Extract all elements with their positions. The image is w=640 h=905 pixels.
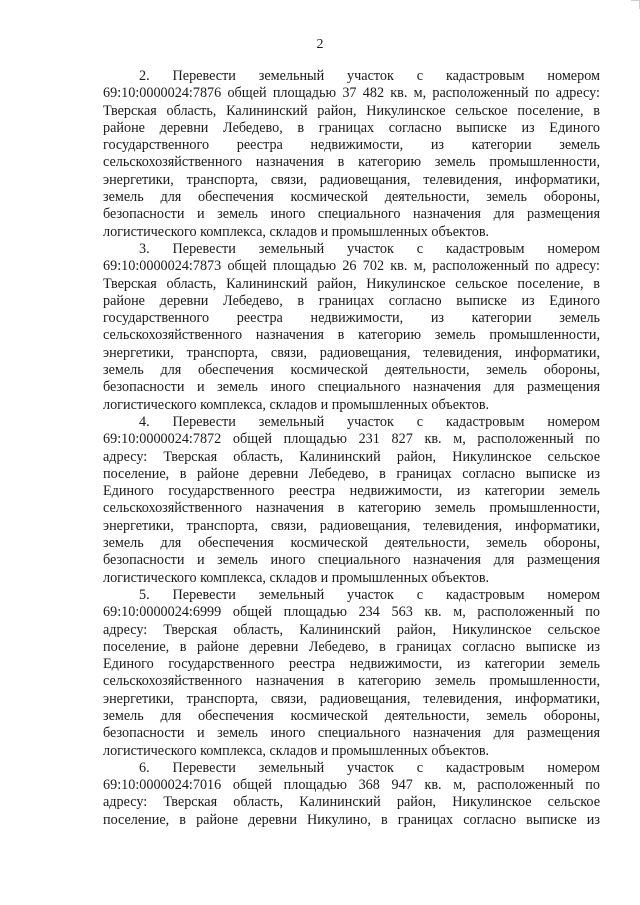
text-line: безопасности и земель иного специального назначения для размещения bbox=[103, 206, 600, 223]
text-line: Тверская область, Калининский район, Никулинское сельское поселение, в bbox=[103, 102, 600, 119]
text-line: логистического комплекса, складов и промышленных объектов. bbox=[103, 742, 490, 759]
text-line: 69:10:0000024:7876 общей площадью 37 482 кв. м, расположенный по адресу: bbox=[103, 85, 600, 102]
text-line: сельскохозяйственного назначения в категорию земель промышленности, bbox=[103, 673, 600, 690]
text-line: государственного реестра недвижимости, из категории земель bbox=[103, 137, 600, 154]
text-line: 2. Перевести земельный участок с кадастровым номером bbox=[139, 68, 600, 84]
text-line: адресу: Тверская область, Калининский район, Никулинское сельское bbox=[103, 621, 600, 638]
text-line: энергетики, транспорта, связи, радиовещания, телевидения, информатики, bbox=[103, 517, 600, 534]
text-line: поселение, в районе деревни Никулино, в границах согласно выписке из bbox=[103, 811, 600, 828]
text-line: 3. Перевести земельный участок с кадастровым номером bbox=[139, 240, 600, 257]
paragraph-item-5 bbox=[103, 760, 600, 829]
text-line: земель для обеспечения космической деятельности, земель обороны, bbox=[103, 189, 600, 206]
paragraph-item-3 bbox=[103, 414, 600, 587]
text-line: адресу: Тверская область, Калининский район, Никулинское сельское bbox=[103, 794, 600, 811]
text-line: энергетики, транспорта, связи, радиовещания, телевидения, информатики, bbox=[103, 690, 600, 707]
text-line: 6. Перевести земельный участок с кадастровым номером bbox=[139, 759, 600, 776]
text-line: сельскохозяйственного назначения в категорию земель промышленности, bbox=[103, 327, 600, 344]
text-line: поселение, в районе деревни Лебедево, в границах согласно выписке из bbox=[103, 465, 600, 482]
text-line: энергетики, транспорта, связи, радиовещания, телевидения, информатики, bbox=[103, 344, 600, 361]
page-corner-mark bbox=[631, 0, 640, 9]
text-line: безопасности и земель иного специального назначения для размещения bbox=[103, 725, 600, 742]
text-line: Единого государственного реестра недвижимости, из категории земель bbox=[103, 656, 600, 673]
text-line: районе деревни Лебедево, в границах согласно выписке из Единого bbox=[103, 292, 600, 309]
text-line: сельскохозяйственного назначения в категорию земель промышленности, bbox=[103, 154, 600, 171]
text-line: 5. Перевести земельный участок с кадастровым номером bbox=[139, 586, 600, 603]
paragraph-item-4 bbox=[103, 587, 600, 760]
paragraph-item-1 bbox=[103, 68, 600, 241]
text-line: логистического комплекса, складов и промышленных объектов. bbox=[103, 569, 490, 586]
text-line: Тверская область, Калининский район, Никулинское сельское поселение, в bbox=[103, 275, 600, 292]
text-line: безопасности и земель иного специального назначения для размещения bbox=[103, 379, 600, 396]
text-line: логистического комплекса, складов и промышленных объектов. bbox=[103, 396, 490, 413]
text-line: земель для обеспечения космической деятельности, земель обороны, bbox=[103, 707, 600, 724]
paragraph-item-2 bbox=[103, 241, 600, 414]
text-line: энергетики, транспорта, связи, радиовещания, телевидения, информатики, bbox=[103, 171, 600, 188]
text-line: районе деревни Лебедево, в границах согласно выписке из Единого bbox=[103, 119, 600, 136]
text-line: безопасности и земель иного специального назначения для размещения bbox=[103, 552, 600, 569]
text-line: государственного реестра недвижимости, из категории земель bbox=[103, 310, 600, 327]
text-line: 69:10:0000024:7873 общей площадью 26 702 кв. м, расположенный по адресу: bbox=[103, 258, 600, 275]
text-line: логистического комплекса, складов и промышленных объектов. bbox=[103, 223, 490, 240]
text-line: 69:10:0000024:7016 общей площадью 368 947 кв. м, расположенный по bbox=[103, 777, 600, 794]
text-line: адресу: Тверская область, Калининский район, Никулинское сельское bbox=[103, 448, 600, 465]
text-line: 69:10:0000024:7872 общей площадью 231 827 кв. м, расположенный по bbox=[103, 431, 600, 448]
text-line: 69:10:0000024:6999 общей площадью 234 563 кв. м, расположенный по bbox=[103, 604, 600, 621]
text-line: Единого государственного реестра недвижимости, из категории земель bbox=[103, 483, 600, 500]
text-line: земель для обеспечения космической деятельности, земель обороны, bbox=[103, 362, 600, 379]
document-body bbox=[103, 68, 600, 829]
text-line: сельскохозяйственного назначения в категорию земель промышленности, bbox=[103, 500, 600, 517]
text-line: поселение, в районе деревни Лебедево, в границах согласно выписке из bbox=[103, 638, 600, 655]
text-line: 4. Перевести земельный участок с кадастровым номером bbox=[139, 413, 600, 430]
page-number: 2 bbox=[316, 37, 324, 52]
text-line: земель для обеспечения космической деятельности, земель обороны, bbox=[103, 535, 600, 552]
